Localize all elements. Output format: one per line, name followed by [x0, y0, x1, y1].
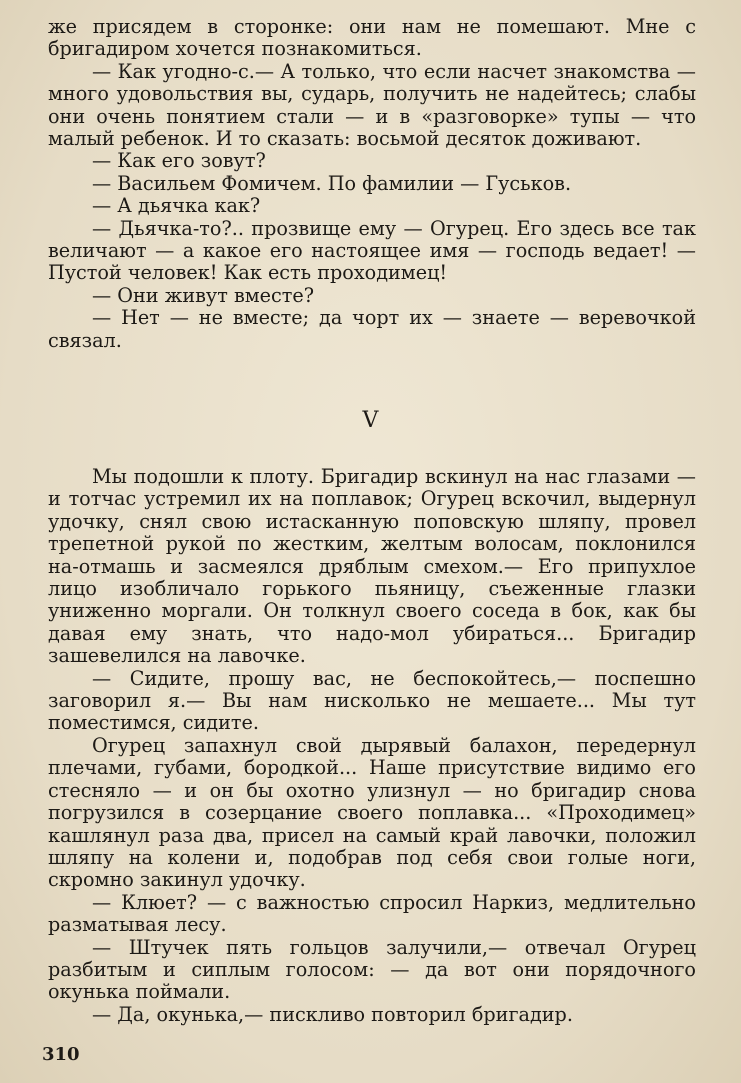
paragraph: — Как угодно-с.— А только, что если насчет знакомства — много удовольствия вы, сударь, получить не надейтесь; слабы они очень понятием стали — и в «разговорке» тупы — что малый ребенок. И то сказать: восьмой десяток доживают.	[48, 59, 696, 151]
paragraph: — Да, окунька,— пискливо повторил бригадир.	[92, 1002, 573, 1026]
paragraph: — Васильем Фомичем. По фамилии — Гуськов.	[92, 171, 572, 195]
paragraph: — Сидите, прошу вас, не беспокойтесь,— поспешно заговорил я.— Вы нам нисколько не мешаете... Мы тут поместимся, сидите.	[48, 666, 696, 735]
page-number: 310	[42, 1044, 80, 1065]
paragraph: же присядем в сторонке: они нам не помешают. Мне с бригадиром хочется познакомиться.	[48, 15, 696, 61]
paragraph: — А дьячка как?	[92, 194, 261, 218]
paragraph: Огурец запахнул свой дырявый балахон, передернул плечами, губами, бородкой... Наше присутствие видимо его стесняло — и он бы охотно улизнул — но бригадир снова погрузился в созерцание своего поплавка... «Проходимец» кашлянул раза два, присел на самый край лавочки, положил шляпу на колени и, подобрав под себя свои голые ноги, скромно закинул удочку.	[48, 733, 696, 892]
paragraph: — Дьячка-то?.. прозвище ему — Огурец. Его здесь все так величают — а какое его настоящее имя — господь ведает! — Пустой человек! Как есть проходимец!	[48, 216, 696, 285]
section-heading: V	[362, 408, 379, 433]
bottom-text-block	[48, 466, 696, 1026]
paragraph: — Нет — не вместе; да чорт их — знаете — веревочкой связал.	[48, 306, 696, 352]
paragraph: Мы подошли к плоту. Бригадир вскинул на нас глазами — и тотчас устремил их на поплавок; Огурец вскочил, выдернул удочку, снял свою истасканную поповскую шляпу, провел трепетной рукой по жестким, желтым волосам, поклонился на-отмашь и засмеялся дряблым смехом.— Его припухлое лицо изобличало горького пьяницу, съеженные глазки униженно моргали. Он толкнул своего соседа в бок, как бы давая ему знать, что надо-мол убираться... Бригадир зашевелился на лавочке.	[48, 465, 696, 668]
paragraph: — Штучек пять гольцов залучили,— отвечал Огурец разбитым и сиплым голосом: — да вот они порядочного окунька поймали.	[48, 935, 696, 1004]
top-text-block	[48, 16, 696, 352]
paragraph: — Как его зовут?	[92, 149, 266, 173]
paragraph: — Клюет? — с важностью спросил Наркиз, медлительно разматывая лесу.	[48, 890, 696, 937]
paragraph: — Они живут вместе?	[92, 283, 315, 307]
